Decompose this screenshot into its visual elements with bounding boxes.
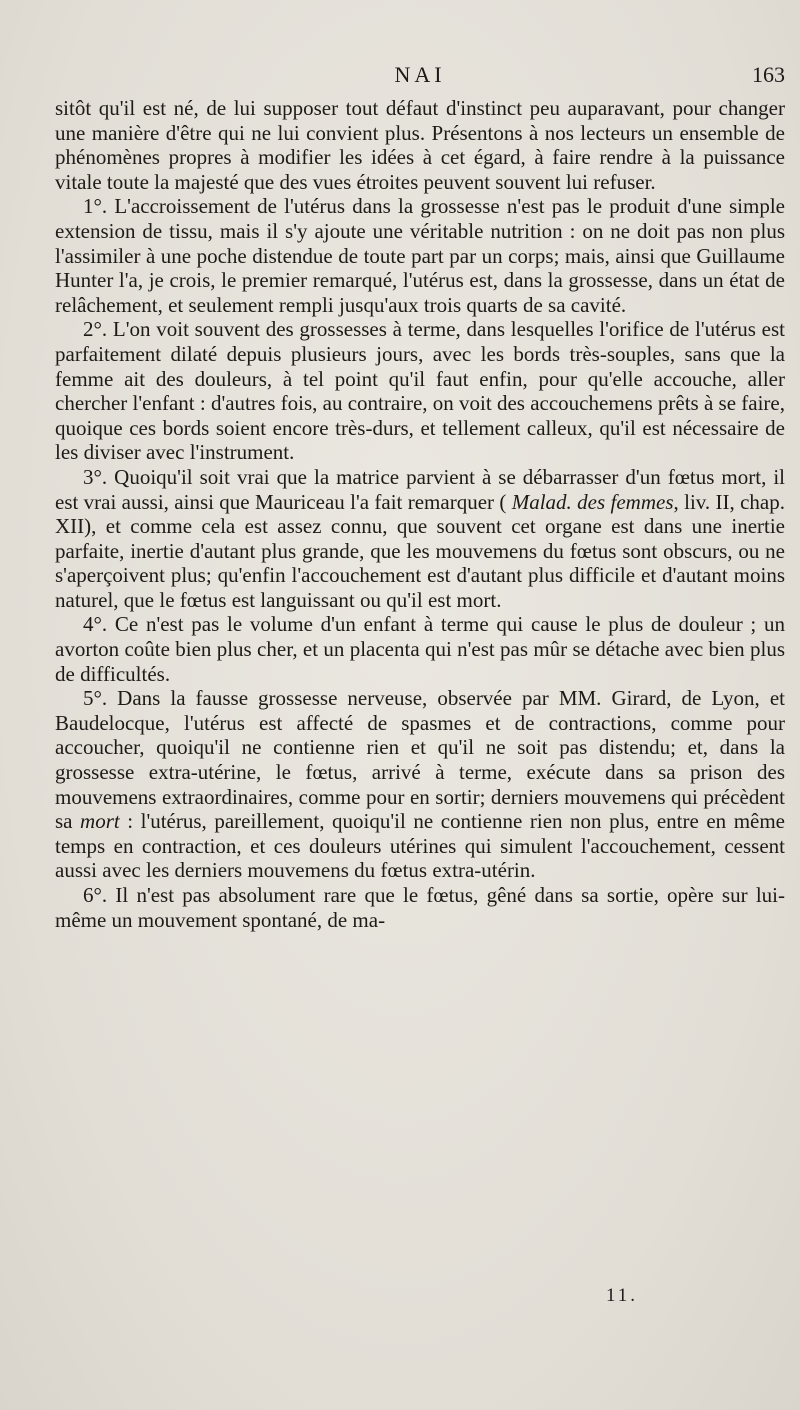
- running-head: NAI: [394, 62, 446, 87]
- page-header: [55, 62, 785, 92]
- page-body: [55, 96, 785, 932]
- signature-mark: 11.: [606, 1285, 639, 1306]
- paragraph-5-emphasis: mort: [80, 809, 120, 834]
- paragraph-3: [55, 465, 785, 613]
- paragraph-continuation: sitôt qu'il est né, de lui supposer tout défaut d'instinct peu auparavant, pour changer une manière d'être qui ne lui convient plus. Présentons à nos lecteurs un ensemble de phénomènes propres à modifier les idées à cet égard, à faire rendre à la puissance vitale toute la majesté que des vues étroites peuvent souvent lui refuser.: [55, 96, 785, 194]
- paragraph-5: [55, 686, 785, 883]
- paragraph-5-text-after: : l'utérus, pareillement, quoiqu'il ne contienne rien non plus, entre en même temps en contraction, et ces douleurs utérines qui simulent l'accouchement, cessent aussi avec les derniers mouvemens du fœtus extra-utérin.: [55, 809, 786, 883]
- paragraph-4: 4°. Ce n'est pas le volume d'un enfant à terme qui cause le plus de douleur ; un avorton coûte bien plus cher, et un placenta qui n'est pas mûr se détache avec bien plus de difficultés.: [55, 612, 785, 686]
- paragraph-6: 6°. Il n'est pas absolument rare que le fœtus, gêné dans sa sortie, opère sur lui-même un mouvement spontané, de ma-: [55, 883, 785, 932]
- paragraph-3-text-after: , liv. II, chap. XII), et comme cela est assez connu, que souvent cet organe est dans une inertie parfaite, inertie d'autant plus grande, que les mouvemens du fœtus sont obscurs, ou ne s'aperçoivent plus; qu'enfin l'accouchement est d'autant plus difficile et d'autant moins naturel, que le fœtus est languissant ou qu'il est mort.: [55, 489, 785, 612]
- paragraph-2: 2°. L'on voit souvent des grossesses à terme, dans lesquelles l'orifice de l'utérus est parfaitement dilaté depuis plusieurs jours, avec les bords très-souples, sans que la femme ait des douleurs, à tel point qu'il faut enfin, pour qu'elle accouche, aller chercher l'enfant : d'autres fois, au contraire, on voit des accouchemens prêts à se faire, quoique ces bords soient encore très-durs, et tellement calleux, qu'il est nécessaire de les diviser avec l'instrument.: [55, 317, 785, 465]
- paragraph-5-text-before: 5°. Dans la fausse grossesse nerveuse, observée par MM. Girard, de Lyon, et Baudelocque, l'utérus est affecté de spasmes et de contractions, comme pour accoucher, quoiqu'il ne contienne rien et qu'il ne soit pas distendu; et, dans la grossesse extra-utérine, le fœtus, arrivé à terme, exécute dans sa prison des mouvemens extraordinaires, comme pour en sortir; derniers mouvemens qui précèdent sa: [55, 686, 785, 834]
- paragraph-3-text-before: 3°. Quoiqu'il soit vrai que la matrice parvient à se débarrasser d'un fœtus mort, il est vrai aussi, ainsi que Mauriceau l'a fait remarquer (: [55, 464, 785, 514]
- page-number: 163: [752, 62, 785, 87]
- paragraph-3-citation: Malad. des femmes: [511, 489, 674, 514]
- paragraph-1: 1°. L'accroissement de l'utérus dans la grossesse n'est pas le produit d'une simple extension de tissu, mais il s'y ajoute une véritable nutrition : on ne doit pas non plus l'assimiler à une poche distendue de toute part par un corps; mais, ainsi que Guillaume Hunter l'a, je crois, le premier remarqué, l'utérus est, dans la grossesse, dans un état de relâchement, et seulement rempli jusqu'aux trois quarts de sa cavité.: [55, 194, 785, 317]
